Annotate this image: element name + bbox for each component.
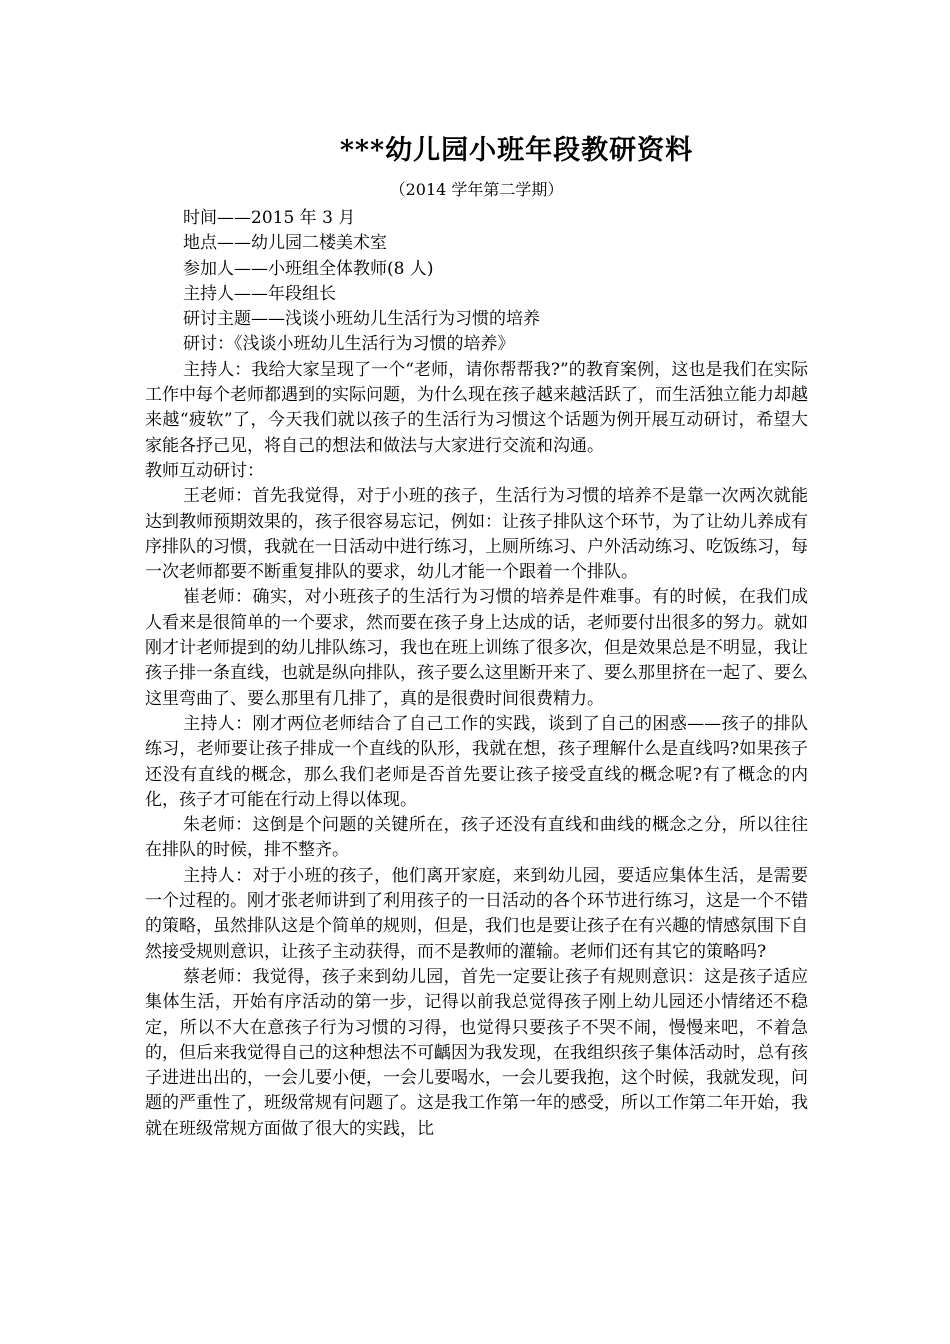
paragraph-host-3: 主持人：对于小班的孩子，他们离开家庭，来到幼儿园，要适应集体生活，是需要一个过程的。刚才张老师讲到了利用孩子的一日活动的各个环节进行练习，这是一个不错的策略，虽然排队这是个简单的规则，但是，我们也是要让孩子在有兴趣的情感氛围下自然接受规则意识，让孩子主动获得，而不是教师的灌输。老师们还有其它的策略吗? bbox=[145, 865, 808, 962]
document-body bbox=[145, 128, 808, 1142]
meta-topic: 研讨主题——浅谈小班幼儿生活行为习惯的培养 bbox=[183, 309, 540, 330]
document-title: ***幼儿园小班年段教研资料 bbox=[339, 135, 694, 166]
meta-location: 地点——幼儿园二楼美术室 bbox=[183, 233, 387, 254]
section-label: 教师互动研讨： bbox=[145, 460, 264, 481]
meta-participants: 参加人——小班组全体教师(8 人) bbox=[183, 258, 434, 279]
paragraph-wang: 王老师：首先我觉得，对于小班的孩子，生活行为习惯的培养不是靠一次两次就能达到教师预期效果的，孩子很容易忘记，例如：让孩子排队这个环节，为了让幼儿养成有序排队的习惯，我就在一日活动中进行练习，上厕所练习、户外活动练习、吃饭练习，每一次老师都要不断重复排队的要求，幼儿才能一个跟着一个排队。 bbox=[145, 486, 808, 583]
intro-paragraph: 主持人：我给大家呈现了一个“老师，请你帮帮我?”的教育案例，这也是我们在实际工作中每个老师都遇到的实际问题，为什么现在孩子越来越活跃了，而生活独立能力却越来越“疲软”了，今天我们就以孩子的生活行为习惯这个话题为例开展互动研讨，希望大家能各抒己见，将自己的想法和做法与大家进行交流和沟通。 bbox=[145, 359, 808, 456]
paragraph-zhu: 朱老师：这倒是个问题的关键所在，孩子还没有直线和曲线的概念之分，所以往往在排队的时候，排不整齐。 bbox=[145, 815, 808, 861]
meta-time: 时间——2015 年 3 月 bbox=[183, 208, 356, 228]
paragraph-host-2: 主持人：刚才两位老师结合了自己工作的实践，谈到了自己的困惑——孩子的排队练习，老师要让孩子排成一个直线的队形，我就在想，孩子理解什么是直线吗?如果孩子还没有直线的概念，那么我们老师是否首先要让孩子接受直线的概念呢?有了概念的内化，孩子才可能在行动上得以体现。 bbox=[145, 713, 808, 810]
paragraph-cai: 蔡老师：我觉得，孩子来到幼儿园，首先一定要让孩子有规则意识：这是孩子适应集体生活，开始有序活动的第一步，记得以前我总觉得孩子刚上幼儿园还小情绪还不稳定，所以不大在意孩子行为习惯的习得，也觉得只要孩子不哭不闹，慢慢来吧，不着急的，但后来我觉得自己的这种想法不可齲因为我发现，在我组织孩子集体活动时，总有孩子进进出出的，一会儿要小便，一会儿要喝水，一会儿要我抱，这个时候，我就发现，问题的严重性了，班级常规有问题了。这是我工作第一年的感受，所以工作第二年开始，我就在班级常规方面做了很大的实践，比 bbox=[145, 966, 808, 1139]
paragraph-cui: 崔老师：确实，对小班孩子的生活行为习惯的培养是件难事。有的时候，在我们成人看来是很简单的一个要求，然而要在孩子身上达成的话，老师要付出很多的努力。就如刚才计老师提到的幼儿排队练习，我也在班上训练了很多次，但是效果总是不明显，我让孩子排一条直线，也就是纵向排队，孩子要么这里断开来了、要么那里挤在一起了、要么这里弯曲了、要么那里有几排了，真的是很费时间很费精力。 bbox=[145, 587, 808, 709]
meta-discussion: 研讨：《浅谈小班幼儿生活行为习惯的培养》 bbox=[183, 334, 515, 355]
document-subtitle: （2014 学年第二学期） bbox=[389, 180, 564, 199]
meta-host: 主持人——年段组长 bbox=[183, 283, 336, 304]
